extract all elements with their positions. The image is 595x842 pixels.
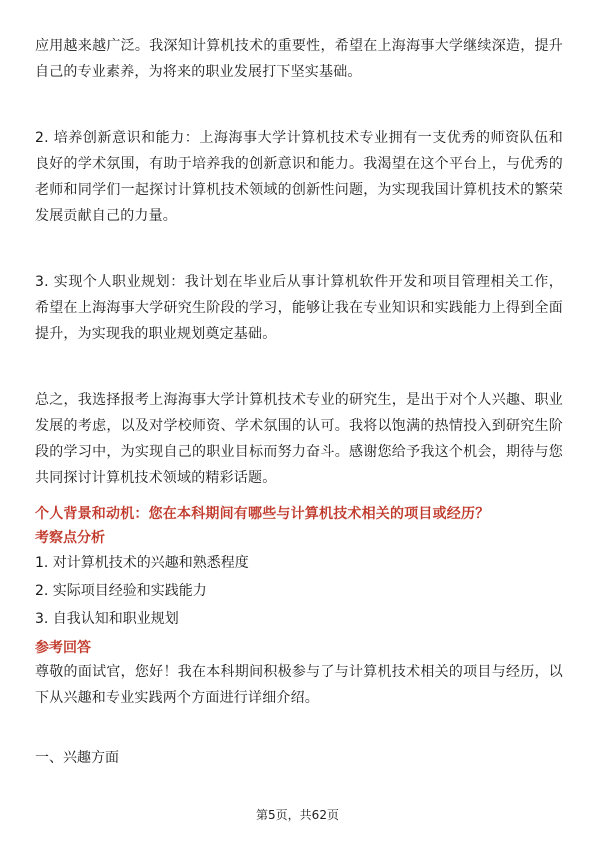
spacer [35, 229, 563, 269]
page-number: 第5页，共62页 [256, 808, 339, 822]
paragraph-motivation-continued: 应用越来越广泛。我深知计算机技术的重要性，希望在上海海事大学继续深造，提升自己的专业素养，为将来的职业发展打下坚实基础。 [35, 38, 563, 80]
paragraph-conclusion: 总之，我选择报考上海海事大学计算机技术专业的研究生，是出于对个人兴趣、职业发展的考虑，以及对学校师资、学术氛围的认可。我将以饱满的热情投入到研究生阶段的学习中，为实现自己的职业目标而努力奋斗。感谢您给予我这个机会，期待与您共同探讨计算机技术领域的精彩话题。 [35, 392, 563, 486]
interview-question: 个人背景和动机：您在本科期间有哪些与计算机技术相关的项目或经历？ [35, 506, 490, 522]
page-content [35, 33, 563, 771]
spacer [35, 85, 563, 125]
answer-heading: 参考回答 [35, 640, 91, 656]
spacer [35, 711, 563, 745]
analysis-list [35, 549, 563, 633]
list-item: 3. 自我认知和职业规划 [35, 611, 179, 627]
analysis-heading: 考察点分析 [35, 530, 105, 546]
list-item: 1. 对计算机技术的兴趣和熟悉程度 [35, 555, 249, 571]
spacer [35, 491, 563, 503]
paragraph-career-plan: 3. 实现个人职业规划：我计划在毕业后从事计算机软件开发和项目管理相关工作，希望在上海海事大学研究生阶段的学习，能够让我在专业知识和实践能力上得到全面提升，为实现我的职业规划奠定基础。 [35, 274, 563, 342]
answer-intro: 尊敬的面试官，您好！我在本科期间积极参与了与计算机技术相关的项目与经历，以下从兴趣和专业实践两个方面进行详细介绍。 [35, 664, 563, 706]
list-item: 2. 实际项目经验和实践能力 [35, 583, 207, 599]
section-heading-interest: 一、兴趣方面 [35, 750, 119, 766]
spacer [35, 347, 563, 387]
paragraph-innovation: 2. 培养创新意识和能力：上海海事大学计算机技术专业拥有一支优秀的师资队伍和良好的学术氛围，有助于培养我的创新意识和能力。我渴望在这个平台上，与优秀的老师和同学们一起探讨计算机技术领域的创新性问题，为实现我国计算机技术的繁荣发展贡献自己的力量。 [35, 130, 563, 224]
